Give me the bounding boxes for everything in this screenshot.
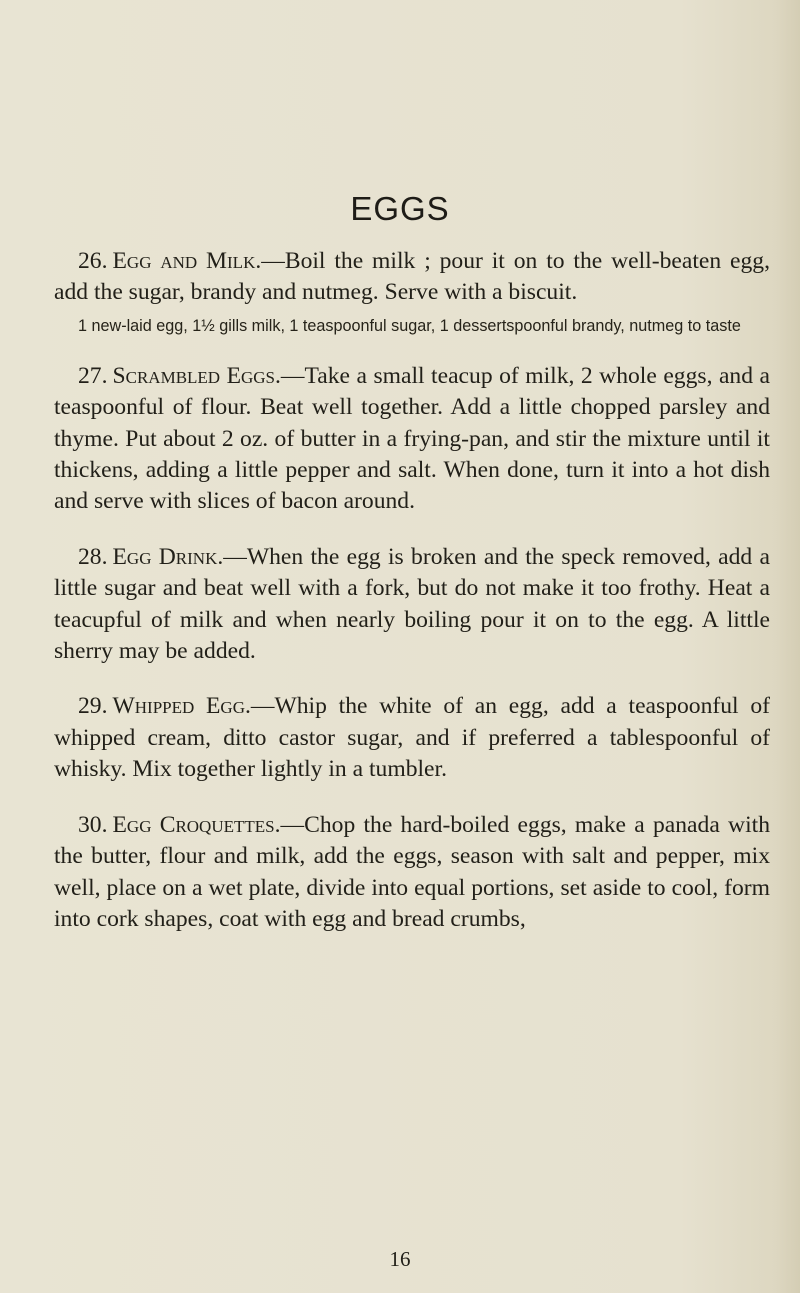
recipe-27	[54, 361, 770, 518]
recipe-number: 27.	[78, 362, 108, 389]
recipe-29	[54, 691, 770, 785]
page-title: EGGS	[350, 190, 450, 227]
recipe-28	[54, 542, 770, 668]
recipe-30	[54, 810, 770, 936]
recipe-number: 29.	[78, 693, 108, 720]
recipe-number: 30.	[78, 811, 108, 838]
recipe-text: —Boil the milk ; pour it on to the well-beaten egg, add the sugar, brandy and nutmeg. Serve with a biscuit.	[54, 248, 770, 306]
recipe-name: Scrambled Eggs.	[112, 362, 281, 389]
recipe-text: —Chop the hard-boiled eggs, make a panada with the butter, flour and milk, add the eggs, season with salt and pepper, mix well, place on a wet plate, divide into equal portions, set aside to cool, form into cork shapes, coat with egg and bread crumbs,	[54, 811, 770, 932]
recipe-name: Egg and Milk.	[112, 248, 262, 274]
recipe-list	[54, 246, 770, 959]
recipe-26	[54, 246, 770, 309]
recipe-26-ingredients: 1 new-laid egg, 1½ gills milk, 1 teaspoonful sugar, 1 dessertspoonful brandy, nutmeg to taste	[78, 316, 741, 335]
recipe-name: Egg Drink.	[112, 543, 224, 570]
page-number: 16	[389, 1247, 411, 1271]
recipe-name: Whipped Egg.	[112, 693, 251, 720]
recipe-text: —When the egg is broken and the speck removed, add a little sugar and beat well with a fork, but do not make it too frothy. Heat a teacupful of milk and when nearly boiling pour it on to the egg. A little sherry may be added.	[54, 543, 770, 665]
recipe-text: —Take a small teacup of milk, 2 whole eggs, and a teaspoonful of flour. Beat well together. Add a little chopped parsley and thyme. Put about 2 oz. of butter in a frying-pan, and stir the mixture until it thickens, adding a little pepper and salt. When done, turn it into a hot dish and serve with slices of bacon around.	[54, 362, 770, 515]
recipe-number: 26.	[78, 248, 108, 274]
recipe-name: Egg Croquettes.	[112, 811, 281, 838]
recipe-text: —Whip the white of an egg, add a teaspoonful of whipped cream, ditto castor sugar, and if preferred a tablespoonful of whisky. Mix together lightly in a tumbler.	[54, 693, 770, 783]
recipe-number: 28.	[78, 543, 108, 570]
